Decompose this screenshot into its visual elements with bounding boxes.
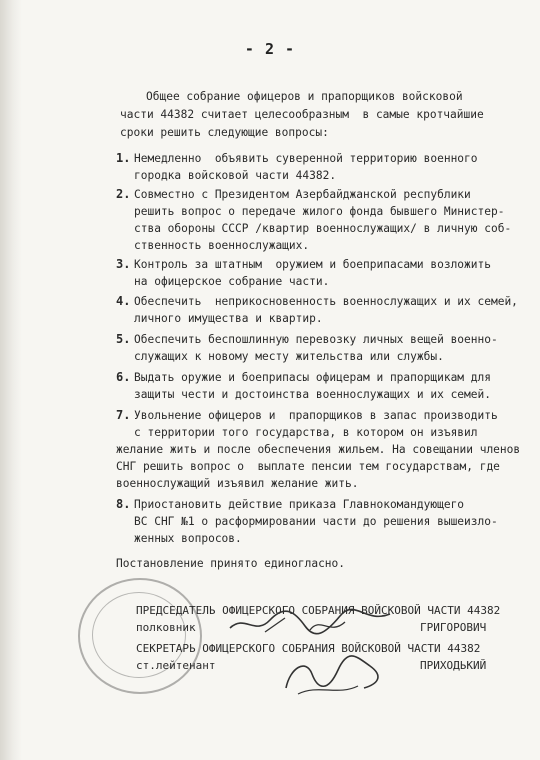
item-5-number: 5. (116, 332, 131, 346)
item-2-line-4: ственность военнослужащих. (134, 239, 310, 252)
item-7-line-1: Увольнение офицеров и прапорщиков в запас производить (134, 409, 498, 422)
chair-signature (225, 606, 395, 640)
intro-line-3: сроки решить следующие вопросы: (120, 126, 329, 139)
item-2-line-2: решить вопрос о передаче жилого фонда бывшего Министер- (134, 205, 505, 218)
resolution-text: Постановление принято единогласно. (116, 557, 346, 570)
item-6-line-2: защиты чести и достоинства военнослужащих и их семей. (134, 388, 491, 401)
item-2-line-3: ства обороны СССР /квартир военнослужащих/ в личную соб- (134, 222, 512, 235)
item-3-number: 3. (116, 257, 131, 271)
item-6-line-1: Выдать оружие и боеприпасы офицерам и прапорщикам для (134, 371, 491, 384)
item-1-line-1: Немедленно объявить суверенной территорию военного (134, 152, 478, 165)
item-8-line-2: ВС СНГ №1 о расформировании части до решения вышеизло- (134, 515, 498, 528)
item-4-number: 4. (116, 294, 131, 308)
secretary-name: ПРИХОДЬКИЙ (420, 659, 487, 672)
secretary-title: СЕКРЕТАРЬ ОФИЦЕРСКОГО СОБРАНИЯ ВОЙСКОВОЙ ЧАСТИ 44382 (136, 642, 481, 655)
page-number: - 2 - (244, 40, 296, 58)
chair-rank: полковник (136, 621, 196, 634)
page-edge-shadow (0, 0, 22, 760)
item-3-line-2: на офицерское собрание части. (134, 275, 330, 288)
item-7-line-5: военнослужащий изъявил желание жить. (116, 477, 359, 490)
item-4-line-1: Обеспечить неприкосновенность военнослужащих и их семей, (134, 295, 518, 308)
official-stamp (78, 578, 202, 694)
item-7-line-3: желание жить и после обеспечения жильем. На совещании членов (116, 443, 521, 456)
secretary-signature (278, 648, 388, 700)
chair-title: ПРЕДСЕДАТЕЛЬ ОФИЦЕРСКОГО СОБРАНИЯ ВОЙСКОВОЙ ЧАСТИ 44382 (136, 604, 501, 617)
item-2-line-1: Совместно с Президентом Азербайджанской республики (134, 188, 471, 201)
item-1-number: 1. (116, 151, 131, 165)
item-2-number: 2. (116, 187, 131, 201)
item-3-line-1: Контроль за штатным оружием и боеприпасами возложить (134, 258, 491, 271)
item-7-number: 7. (116, 408, 131, 422)
item-1-line-2: городка войсковой части 44382. (134, 169, 337, 182)
secretary-rank: ст.лейтенант (136, 659, 216, 672)
item-4-line-2: личного имущества и квартир. (134, 312, 323, 325)
item-5-line-2: служащих к новому месту жительства или службы. (134, 350, 444, 363)
item-8-line-3: женных вопросов. (134, 532, 242, 545)
chair-name: ГРИГОРОВИЧ (420, 621, 487, 634)
intro-line-2: части 44382 считает целесообразным в самые кротчайшие (120, 108, 484, 121)
item-8-line-1: Приостановить действие приказа Главнокомандующего (134, 498, 465, 511)
item-5-line-1: Обеспечить беспошлинную перевозку личных вещей военно- (134, 333, 498, 346)
intro-line-1: Общее собрание офицеров и прапорщиков войсковой (146, 90, 463, 103)
item-7-line-4: СНГ решить вопрос о выплате пенсии тем государствам, где (116, 460, 500, 473)
item-6-number: 6. (116, 370, 131, 384)
item-7-line-2: с территории того государства, в котором он изъявил (134, 426, 478, 439)
item-8-number: 8. (116, 497, 131, 511)
